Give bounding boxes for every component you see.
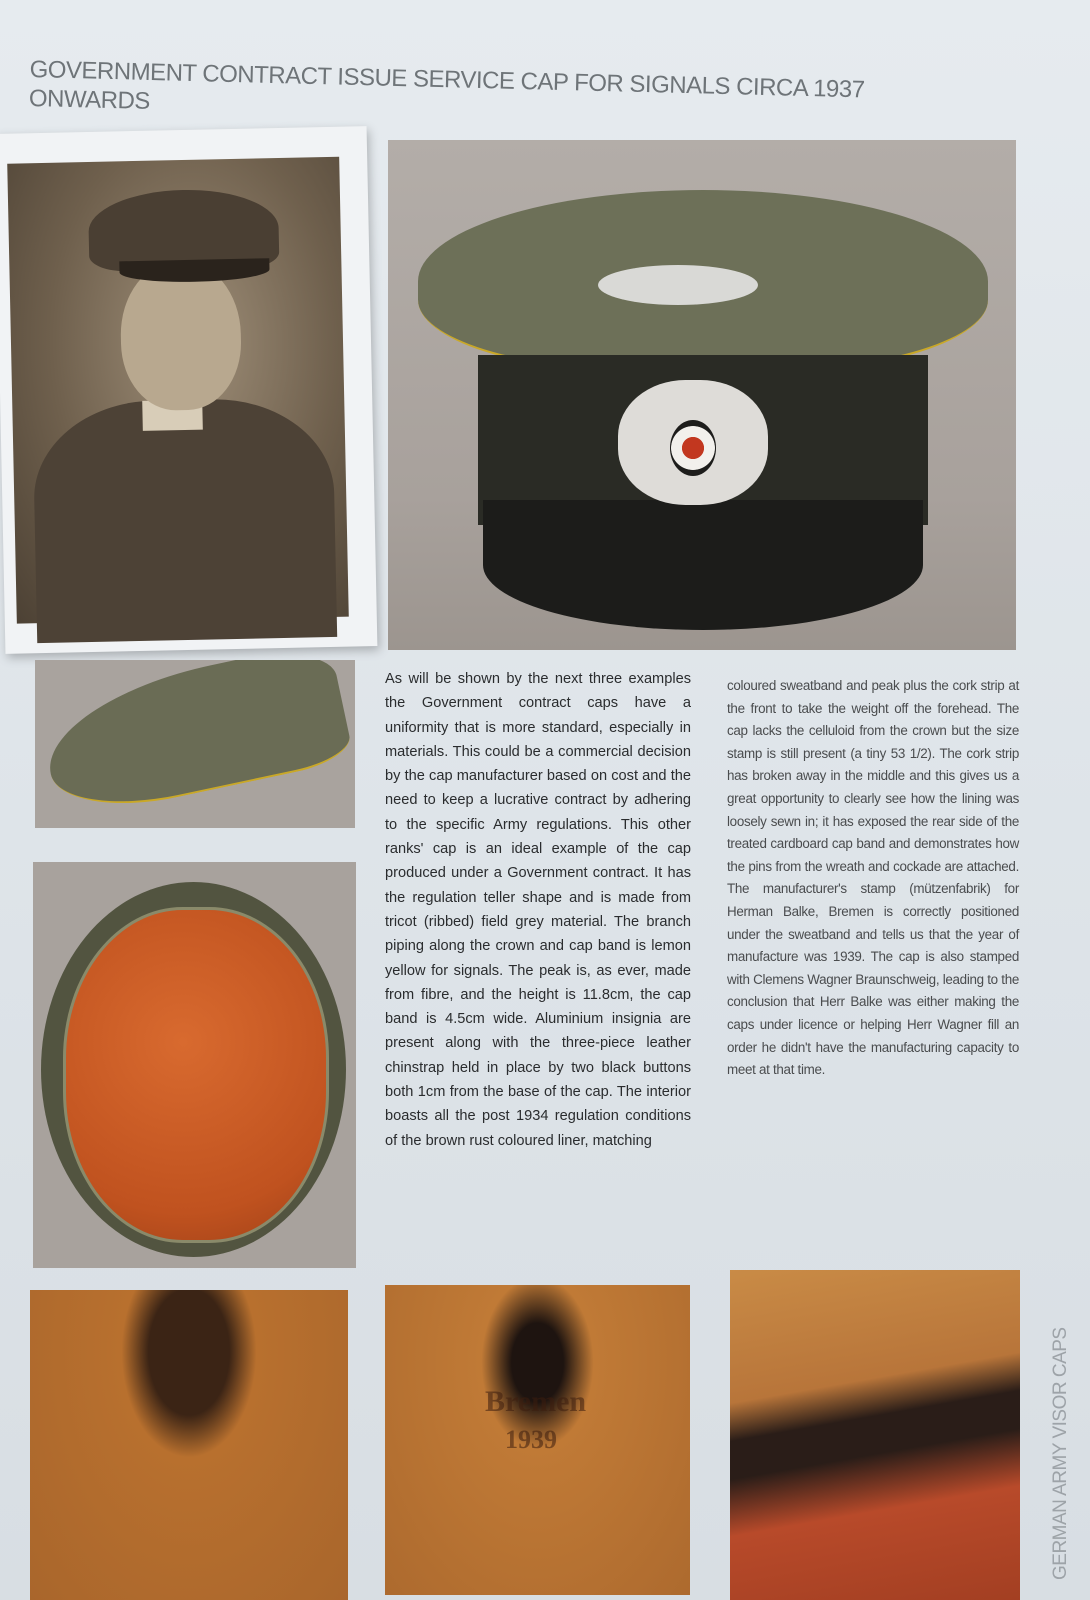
detail-photo-2	[385, 1285, 690, 1595]
page-title: GOVERNMENT CONTRACT ISSUE SERVICE CAP FOR SIGNALS CIRCA 1937 ONWARDS	[28, 55, 865, 115]
stamp-text-city: Bremen	[485, 1385, 587, 1418]
stamp-text-year: 1939	[505, 1425, 557, 1454]
detail-photo-1	[30, 1290, 348, 1600]
main-cap-photo	[388, 140, 1016, 650]
side-cap-photo	[35, 660, 355, 828]
eagle-insignia-icon	[598, 265, 758, 305]
cap-visor-shape	[483, 500, 923, 630]
detail-photo-3	[730, 1270, 1020, 1600]
body-text-column-1: As will be shown by the next three examples the Government contract caps have a uniformity that is more standard, especially in materials. This could be a commercial decision by the cap manufacturer based on cost and the need to keep a lucrative contract by adhering to the specific Army regulations. This other ranks' cap is an ideal example of the cap produced under a Government contract. It has the regulation teller shape and is made from tricot (ribbed) field grey material. The branch piping along the crown and cap band is lemon yellow for signals. The peak is, as ever, made from fibre, and the height is 11.8cm, the cap band is 4.5cm wide. Aluminium insignia are present along with the three-piece leather chinstrap held in place by two black buttons both 1cm from the base of the cap. The interior boasts all the post 1934 regulation conditions of the brown rust coloured liner, matching	[385, 671, 691, 1149]
peak-shape	[119, 258, 269, 283]
portrait-photo-frame	[0, 126, 377, 654]
cockade-icon	[670, 420, 716, 476]
cap-profile-shape	[36, 660, 355, 822]
running-head: GERMAN ARMY VISOR CAPS	[1050, 1327, 1071, 1580]
inside-cap-photo	[33, 862, 356, 1268]
body-text-column-2: coloured sweatband and peak plus the cork strip at the front to take the weight off the forehead. The cap lacks the celluloid from the crown but the size stamp is still present (a tiny 53 1/2). The cork strip has broken away in the middle and this gives us a great opportunity to clearly see how the lining was loosely sewn in; it has exposed the rear side of the treated cardboard cap band and demonstrates how the pins from the wreath and cockade are attached. The manufacturer's stamp (mützenfabrik) for Herman Balke, Bremen is correctly positioned under the sweatband and tells us that the year of manufacture was 1939. The cap is also stamped with Clemens Wagner Braunschweig, leading to the conclusion that Herr Balke was either making the caps under licence or helping Herr Wagner fill an order he didn't have the manufacturing capacity to meet at that time.	[727, 678, 1019, 1078]
uniform-shape	[32, 397, 337, 643]
cap-liner-shape	[63, 907, 329, 1243]
portrait-photo	[7, 157, 349, 624]
